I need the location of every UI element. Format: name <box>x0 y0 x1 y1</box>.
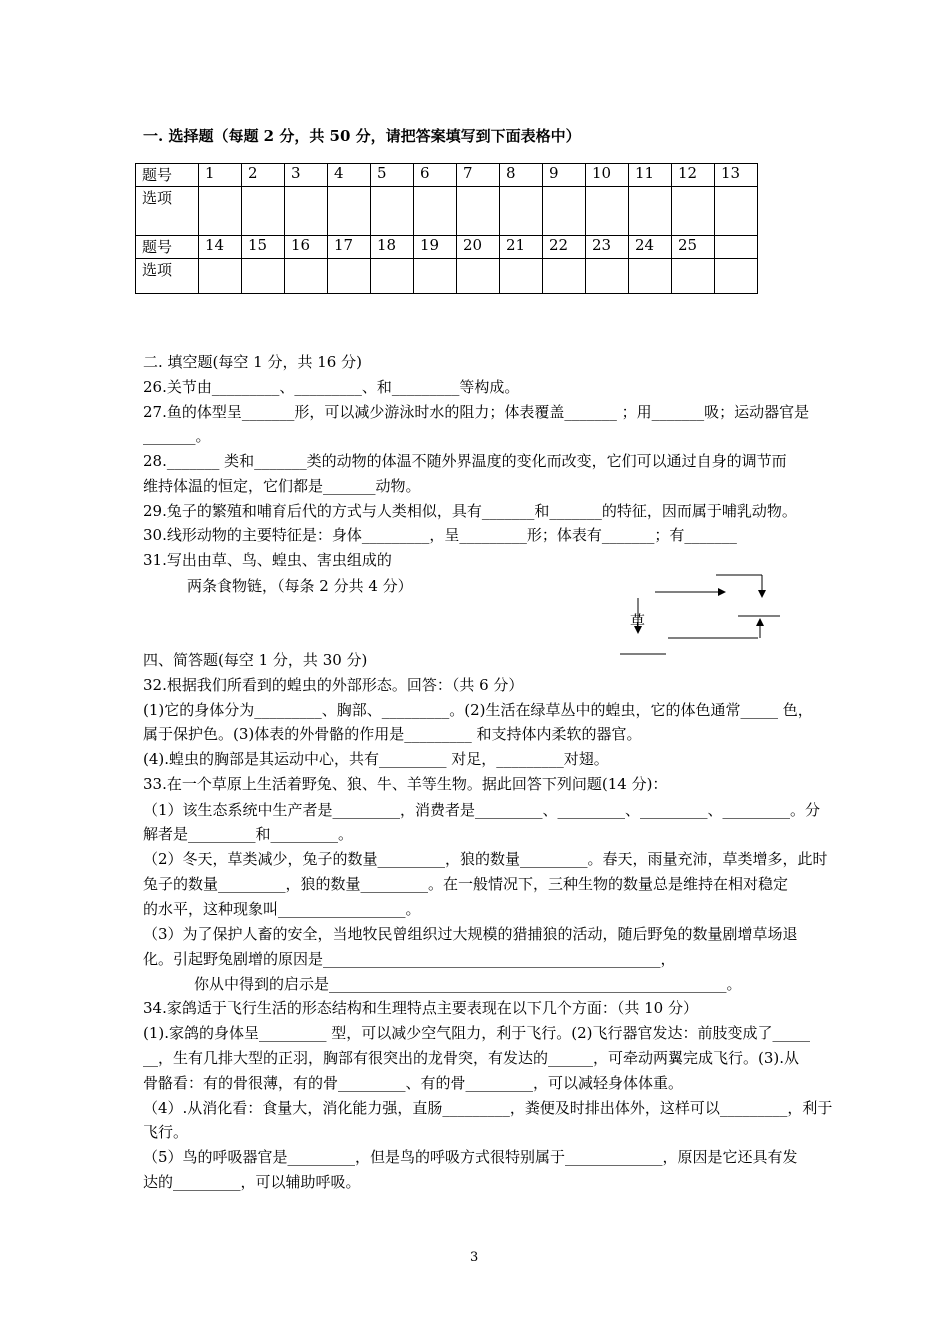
section1-heading: 一. 选择题（每题 2 分，共 50 分，请把答案填写到下面表格中） <box>143 127 581 145</box>
question-number: 20 <box>457 236 500 259</box>
answer-cell[interactable] <box>715 259 758 294</box>
question-line: 两条食物链，（每条 2 分共 4 分） <box>187 577 413 595</box>
question-line: 兔子的数量_________，狼的数量_________。在一般情况下，三种生物的数量总是维持在相对稳定 <box>143 875 789 893</box>
question-line: 29.兔子的繁殖和哺育后代的方式与人类相似，具有_______和_______的特征，因而属于哺乳动物。 <box>143 502 797 520</box>
arrow-head <box>718 588 726 596</box>
question-number: 18 <box>371 236 414 259</box>
question-line: (1).家鸽的身体呈_________ 型，可以减少空气阻力，利于飞行。(2)飞行器官发达：前肢变成了_____ <box>143 1024 811 1042</box>
answer-cell[interactable] <box>285 259 328 294</box>
answer-cell[interactable] <box>328 187 371 236</box>
question-line: 31.写出由草、鸟、蝗虫、害虫组成的 <box>143 551 392 569</box>
answer-cell[interactable] <box>629 259 672 294</box>
question-line: 达的_________，可以辅助呼吸。 <box>143 1173 361 1191</box>
question-line: (4).蝗虫的胸部是其运动中心，共有_________ 对足，_________对翅。 <box>143 750 609 768</box>
question-line: _______。 <box>143 427 211 445</box>
question-number: 5 <box>371 164 414 187</box>
answer-cell[interactable] <box>629 187 672 236</box>
question-number: 14 <box>199 236 242 259</box>
answer-table <box>135 163 758 294</box>
question-number: 16 <box>285 236 328 259</box>
question-line: （1）该生态系统中生产者是_________，消费者是_________、_________、_________、_________。分 <box>143 801 821 819</box>
question-number: 10 <box>586 164 629 187</box>
question-line: 化。引起野兔剧增的原因是_____________________________________________， <box>143 950 676 968</box>
question-number: 13 <box>715 164 758 187</box>
food-chain-diagram <box>620 570 790 660</box>
row-label: 选项 <box>136 259 199 294</box>
question-line: 你从中得到的启示是_____________________________________________________。 <box>194 975 742 993</box>
row-label: 题号 <box>136 236 199 259</box>
question-line: 的水平，这种现象叫_________________。 <box>143 900 421 918</box>
question-line: （3）为了保护人畜的安全，当地牧民曾组织过大规模的猎捕狼的活动，随后野兔的数量剧增草场退 <box>143 925 798 943</box>
answer-cell[interactable] <box>672 187 715 236</box>
question-line: 解者是_________和_________。 <box>143 825 354 843</box>
question-number <box>715 236 758 259</box>
table-row <box>136 236 758 259</box>
question-line: 33.在一个草原上生活着野兔、狼、牛、羊等生物。据此回答下列问题(14 分)： <box>143 775 668 793</box>
row-label: 题号 <box>136 164 199 187</box>
question-number: 1 <box>199 164 242 187</box>
question-number: 25 <box>672 236 715 259</box>
answer-cell[interactable] <box>414 187 457 236</box>
section4-heading: 四、简答题(每空 1 分，共 30 分) <box>143 651 368 669</box>
answer-cell[interactable] <box>457 259 500 294</box>
question-number: 17 <box>328 236 371 259</box>
answer-cell[interactable] <box>199 187 242 236</box>
question-number: 23 <box>586 236 629 259</box>
question-number: 2 <box>242 164 285 187</box>
section2-heading: 二. 填空题(每空 1 分，共 16 分) <box>143 353 362 371</box>
answer-cell[interactable] <box>414 259 457 294</box>
question-line: __，生有几排大型的正羽，胸部有很突出的龙骨突，有发达的______，可牵动两翼完成飞行。(3).从 <box>143 1049 800 1067</box>
answer-cell[interactable] <box>500 187 543 236</box>
question-number: 22 <box>543 236 586 259</box>
question-number: 6 <box>414 164 457 187</box>
table-row <box>136 187 758 236</box>
grass-label: 草 <box>630 612 646 630</box>
answer-cell[interactable] <box>672 259 715 294</box>
question-number: 21 <box>500 236 543 259</box>
question-line: 27.鱼的体型呈_______形，可以减少游泳时水的阻力；体表覆盖_______ ；用_______吸；运动器官是 <box>143 403 810 421</box>
answer-cell[interactable] <box>242 259 285 294</box>
answer-cell[interactable] <box>543 187 586 236</box>
question-line: （4）.从消化看：食量大，消化能力强，直肠_________，粪便及时排出体外，这样可以_________，利于 <box>143 1099 833 1117</box>
question-line: (1)它的身体分为_________、胸部、_________。(2)生活在绿草丛中的蝗虫，它的体色通常_____ 色， <box>143 701 813 719</box>
answer-cell[interactable] <box>586 187 629 236</box>
answer-cell[interactable] <box>371 259 414 294</box>
question-number: 19 <box>414 236 457 259</box>
answer-cell[interactable] <box>242 187 285 236</box>
question-number: 8 <box>500 164 543 187</box>
question-line: 属于保护色。(3)体表的外骨骼的作用是_________ 和支持体内柔软的器官。 <box>143 725 642 743</box>
question-line: 32.根据我们所看到的蝗虫的外部形态。回答：（共 6 分） <box>143 676 524 694</box>
answer-cell[interactable] <box>285 187 328 236</box>
question-line: 维持体温的恒定，它们都是_______动物。 <box>143 477 421 495</box>
question-number: 12 <box>672 164 715 187</box>
row-label: 选项 <box>136 187 199 236</box>
answer-cell[interactable] <box>328 259 371 294</box>
question-line: 30.线形动物的主要特征是：身体_________，呈_________形；体表有_______；有_______ <box>143 526 737 544</box>
question-number: 15 <box>242 236 285 259</box>
question-line: 飞行。 <box>143 1123 189 1141</box>
question-number: 4 <box>328 164 371 187</box>
answer-cell[interactable] <box>715 187 758 236</box>
question-line: （2）冬天，草类减少，兔子的数量_________，狼的数量_________。春天，雨量充沛，草类增多，此时 <box>143 850 828 868</box>
question-number: 24 <box>629 236 672 259</box>
table-row <box>136 164 758 187</box>
question-number: 11 <box>629 164 672 187</box>
question-number: 3 <box>285 164 328 187</box>
question-line: 26.关节由_________、_________、和_________等构成。 <box>143 378 520 396</box>
question-number: 7 <box>457 164 500 187</box>
answer-cell[interactable] <box>586 259 629 294</box>
table-row <box>136 259 758 294</box>
question-line: 28._______ 类和_______类的动物的体温不随外界温度的变化而改变，它们可以通过自身的调节而 <box>143 452 787 470</box>
answer-cell[interactable] <box>500 259 543 294</box>
answer-cell[interactable] <box>199 259 242 294</box>
answer-cell[interactable] <box>457 187 500 236</box>
answer-cell[interactable] <box>543 259 586 294</box>
question-number: 9 <box>543 164 586 187</box>
answer-cell[interactable] <box>371 187 414 236</box>
page-number: 3 <box>470 1250 479 1265</box>
food-chain-arrows <box>620 570 790 660</box>
arrow-head <box>756 618 764 626</box>
question-line: 34.家鸽适于飞行生活的形态结构和生理特点主要表现在以下几个方面：（共 10 分） <box>143 999 698 1017</box>
question-line: （5）鸟的呼吸器官是_________，但是鸟的呼吸方式很特别属于_____________，原因是它还具有发 <box>143 1148 798 1166</box>
arrow-head <box>758 590 766 598</box>
question-line: 骨骼看：有的骨很薄，有的骨_________、有的骨_________，可以减轻身体体重。 <box>143 1074 684 1092</box>
